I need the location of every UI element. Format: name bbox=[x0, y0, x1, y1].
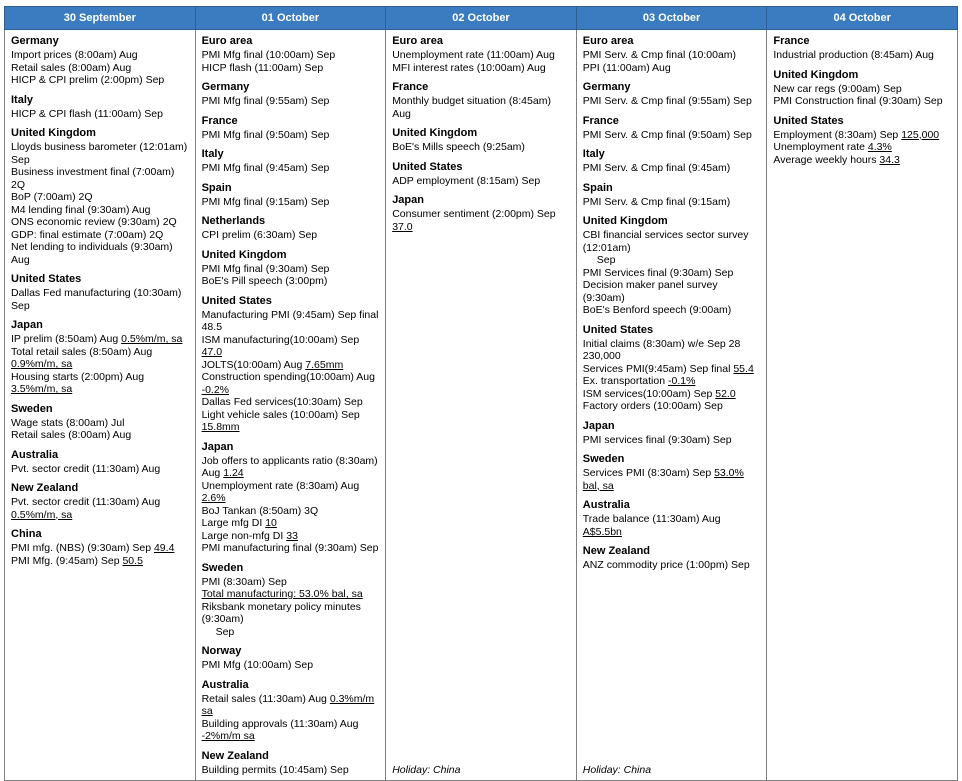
event-item bbox=[11, 166, 189, 191]
event-text: PMI Mfg (10:00am) Sep bbox=[201, 659, 314, 671]
event-item bbox=[583, 62, 761, 75]
day-column bbox=[767, 30, 958, 781]
event-item bbox=[583, 434, 761, 447]
day-column-content bbox=[583, 35, 761, 776]
event-text: ISM services(10:00am) Sep bbox=[582, 387, 716, 400]
event-item bbox=[202, 196, 380, 209]
country-heading: Japan bbox=[11, 319, 43, 331]
event-text: Decision maker panel survey (9:30am) bbox=[582, 279, 718, 304]
event-item bbox=[583, 375, 761, 388]
event-item bbox=[11, 229, 189, 242]
event-item bbox=[202, 396, 380, 409]
event-value: 10 bbox=[265, 517, 277, 529]
country-heading: United Kingdom bbox=[773, 68, 859, 81]
event-item bbox=[11, 496, 189, 521]
day-header: 04 October bbox=[767, 7, 958, 30]
event-item bbox=[202, 588, 380, 601]
event-text: Factory orders (10:00am) Sep bbox=[582, 400, 723, 412]
event-text: IP prelim (8:50am) Aug bbox=[11, 333, 122, 345]
event-item bbox=[11, 346, 189, 371]
event-item bbox=[773, 83, 951, 96]
country-heading: Sweden bbox=[201, 561, 244, 574]
country-heading: United States bbox=[582, 323, 654, 336]
event-item bbox=[202, 129, 380, 142]
event-text: Total retail sales (8:50am) Aug bbox=[11, 345, 153, 358]
event-item bbox=[11, 216, 189, 229]
event-item bbox=[202, 626, 380, 639]
event-text: CBI financial services sector survey (12:01am) bbox=[582, 229, 749, 254]
event-text: PMI Mfg final (9:30am) Sep bbox=[201, 262, 330, 275]
event-text: PMI Mfg final (10:00am) Sep bbox=[201, 49, 336, 61]
event-text: ONS economic review (9:30am) 2Q bbox=[11, 216, 177, 228]
country-heading: Japan bbox=[582, 419, 615, 432]
event-item bbox=[202, 275, 380, 288]
event-text: PMI Construction final (9:30am) Sep bbox=[773, 95, 943, 107]
event-text: Pvt. sector credit (11:30am) Aug bbox=[11, 462, 161, 475]
event-value: -0.1% bbox=[668, 375, 696, 387]
event-item bbox=[11, 49, 189, 62]
event-item bbox=[202, 334, 380, 359]
day-column bbox=[195, 30, 386, 781]
event-text: PMI Serv. & Cmp final (9:45am) bbox=[582, 162, 731, 174]
event-value: 47.0 bbox=[201, 346, 223, 358]
calendar-header-row bbox=[5, 7, 958, 30]
day-column-content bbox=[773, 35, 951, 776]
event-text: Sep bbox=[215, 625, 235, 638]
event-item bbox=[11, 429, 189, 442]
country-heading: Italy bbox=[582, 148, 605, 160]
event-text: Services PMI (8:30am) Sep bbox=[582, 467, 715, 479]
event-item bbox=[583, 388, 761, 401]
event-text: Ex. transportation bbox=[582, 375, 668, 387]
event-item bbox=[202, 49, 380, 62]
country-heading: France bbox=[392, 81, 429, 93]
event-item bbox=[11, 333, 189, 346]
event-text: HICP & CPI prelim (2:00pm) Sep bbox=[11, 74, 165, 86]
country-heading: United Kingdom bbox=[11, 127, 96, 139]
event-item bbox=[202, 517, 380, 530]
country-heading: Norway bbox=[201, 645, 242, 657]
event-text: Unemployment rate (11:00am) Aug bbox=[392, 49, 555, 61]
country-heading: New Zealand bbox=[201, 749, 269, 762]
event-item bbox=[583, 229, 761, 254]
event-text: Average weekly hours bbox=[773, 153, 880, 166]
event-item bbox=[773, 95, 951, 108]
country-heading: China bbox=[11, 528, 42, 540]
country-heading: New Zealand bbox=[582, 545, 651, 557]
event-item bbox=[392, 175, 570, 188]
event-item bbox=[11, 542, 189, 555]
country-heading: United States bbox=[11, 273, 82, 285]
event-text: CPI prelim (6:30am) Sep bbox=[201, 229, 318, 241]
event-value: 37.0 bbox=[392, 220, 413, 233]
event-text: ANZ commodity price (1:00pm) Sep bbox=[582, 559, 750, 571]
event-text: PMI Mfg final (9:45am) Sep bbox=[201, 162, 330, 174]
event-item bbox=[11, 287, 189, 312]
country-heading: Germany bbox=[582, 81, 631, 93]
day-column bbox=[386, 30, 577, 781]
event-text: PMI Serv. & Cmp final (10:00am) bbox=[582, 49, 737, 61]
event-value: 125,000 bbox=[901, 128, 940, 141]
country-heading: France bbox=[201, 114, 238, 127]
country-heading: United Kingdom bbox=[392, 127, 478, 139]
country-heading: Spain bbox=[582, 181, 613, 194]
event-value: 0.3%m/m sa bbox=[201, 692, 375, 717]
event-item bbox=[11, 204, 189, 217]
event-text: Riksbank monetary policy minutes (9:30am) bbox=[201, 600, 361, 625]
country-heading: United Kingdom bbox=[201, 248, 287, 261]
event-text: PMI Mfg final (9:15am) Sep bbox=[201, 195, 330, 208]
country-heading: Australia bbox=[201, 678, 249, 691]
event-item bbox=[773, 49, 951, 62]
event-value: 0.5%m/m, sa bbox=[121, 333, 183, 345]
event-text: New car regs (9:00am) Sep bbox=[773, 82, 902, 95]
event-value: 50.5 bbox=[122, 554, 143, 567]
country-heading: United States bbox=[201, 294, 272, 307]
event-text: Sep bbox=[596, 254, 616, 266]
event-value: 3.5%m/m, sa bbox=[11, 383, 73, 395]
event-item bbox=[392, 62, 570, 75]
event-text: BoP (7:00am) 2Q bbox=[11, 191, 93, 203]
event-item bbox=[202, 263, 380, 276]
day-header: 03 October bbox=[576, 7, 767, 30]
event-text: Industrial production (8:45am) Aug bbox=[773, 49, 934, 61]
country-heading: Sweden bbox=[582, 453, 625, 465]
event-item bbox=[11, 555, 189, 568]
event-text: BoE's Pill speech (3:00pm) bbox=[201, 275, 328, 287]
event-item bbox=[11, 371, 189, 396]
event-text: Import prices (8:00am) Aug bbox=[11, 49, 138, 61]
event-value: -2%m/m sa bbox=[201, 730, 255, 742]
event-value: 53.0% bal, sa bbox=[582, 467, 744, 492]
event-item bbox=[583, 513, 761, 538]
country-heading: Australia bbox=[582, 499, 630, 511]
day-header: 02 October bbox=[386, 7, 577, 30]
event-item bbox=[392, 141, 570, 154]
event-item bbox=[583, 254, 761, 267]
country-heading: Netherlands bbox=[201, 215, 266, 227]
event-value: Total manufacturing: 53.0% bal, sa bbox=[201, 588, 363, 600]
event-item bbox=[773, 141, 951, 154]
event-text: ISM manufacturing(10:00am) Sep bbox=[201, 333, 360, 346]
event-item bbox=[583, 49, 761, 62]
event-value: 0.9%m/m, sa bbox=[11, 358, 73, 370]
event-value: 33 bbox=[286, 529, 298, 542]
country-heading: Germany bbox=[201, 81, 250, 93]
country-heading: Italy bbox=[201, 148, 224, 160]
event-text: JOLTS(10:00am) Aug bbox=[201, 358, 306, 371]
event-item bbox=[202, 530, 380, 543]
event-text: ADP employment (8:15am) Sep bbox=[392, 174, 541, 187]
event-text: Consumer sentiment (2:00pm) Sep bbox=[392, 208, 556, 220]
event-item bbox=[392, 208, 570, 233]
country-heading: France bbox=[582, 114, 619, 127]
event-item bbox=[202, 309, 380, 334]
event-value: 55.4 bbox=[733, 362, 754, 375]
event-item bbox=[202, 229, 380, 242]
event-text: PMI services final (9:30am) Sep bbox=[582, 433, 732, 446]
event-item bbox=[583, 196, 761, 209]
event-text: Wage stats (8:00am) Jul bbox=[11, 416, 125, 429]
event-item bbox=[202, 455, 380, 480]
event-text: PMI Mfg final (9:50am) Sep bbox=[201, 128, 330, 141]
event-value: 34.3 bbox=[879, 153, 900, 166]
event-text: PMI (8:30am) Sep bbox=[201, 575, 287, 588]
event-text: PMI Serv. & Cmp final (9:55am) Sep bbox=[582, 95, 752, 107]
event-text: PMI mfg. (NBS) (9:30am) Sep bbox=[11, 542, 154, 554]
event-item bbox=[202, 359, 380, 372]
event-text: Large non-mfg DI bbox=[201, 529, 287, 542]
event-value: 0.5%m/m, sa bbox=[11, 508, 73, 521]
event-item bbox=[583, 95, 761, 108]
event-text: Monthly budget situation (8:45am) Aug bbox=[392, 95, 551, 120]
event-item bbox=[773, 129, 951, 142]
event-item bbox=[583, 400, 761, 413]
event-text: BoJ Tankan (8:50am) 3Q bbox=[201, 504, 319, 517]
event-text: PMI Services final (9:30am) Sep bbox=[582, 266, 734, 279]
event-item bbox=[583, 304, 761, 317]
event-text: HICP flash (11:00am) Sep bbox=[201, 61, 324, 74]
calendar-table bbox=[4, 6, 958, 781]
event-text: Net lending to individuals (9:30am) Aug bbox=[11, 241, 173, 266]
event-item bbox=[202, 371, 380, 396]
event-item bbox=[583, 267, 761, 280]
country-heading: Australia bbox=[11, 448, 59, 461]
country-heading: Spain bbox=[201, 181, 232, 194]
event-item bbox=[773, 154, 951, 167]
event-value: 1.24 bbox=[223, 467, 244, 479]
event-text: PPI (11:00am) Aug bbox=[582, 61, 671, 74]
event-text: Trade balance (11:30am) Aug bbox=[582, 513, 721, 525]
day-header: 01 October bbox=[195, 7, 386, 30]
event-text: Employment (8:30am) Sep bbox=[773, 128, 902, 141]
country-heading: Euro area bbox=[392, 35, 443, 47]
event-item bbox=[202, 764, 380, 777]
event-item bbox=[202, 659, 380, 672]
event-text: Services PMI(9:45am) Sep final bbox=[582, 362, 734, 375]
country-heading: United Kingdom bbox=[582, 215, 668, 227]
event-item bbox=[11, 463, 189, 476]
event-text: PMI Mfg. (9:45am) Sep bbox=[11, 554, 123, 567]
event-text: Construction spending(10:00am) Aug bbox=[201, 371, 375, 383]
event-item bbox=[583, 338, 761, 363]
event-item bbox=[583, 279, 761, 304]
event-item bbox=[202, 95, 380, 108]
event-text: Dallas Fed services(10:30am) Sep bbox=[201, 396, 363, 408]
event-text: Manufacturing PMI (9:45am) Sep final 48.5 bbox=[201, 308, 379, 333]
event-item bbox=[202, 162, 380, 175]
event-item bbox=[11, 108, 189, 121]
event-item bbox=[202, 505, 380, 518]
event-item bbox=[11, 191, 189, 204]
event-value: 49.4 bbox=[153, 542, 175, 554]
holiday-note: Holiday: China bbox=[392, 764, 461, 776]
day-header: 30 September bbox=[5, 7, 196, 30]
event-text: Retail sales (11:30am) Aug bbox=[201, 692, 330, 705]
event-text: Retail sales (8:00am) Aug bbox=[11, 61, 132, 74]
event-value: 15.8mm bbox=[201, 421, 240, 433]
event-item bbox=[583, 467, 761, 492]
day-column-content bbox=[11, 35, 189, 776]
event-text: PMI Serv. & Cmp final (9:15am) bbox=[582, 195, 731, 208]
day-column-content bbox=[392, 35, 570, 776]
event-item bbox=[202, 718, 380, 743]
event-item bbox=[202, 576, 380, 589]
event-item bbox=[392, 95, 570, 120]
event-item bbox=[202, 62, 380, 75]
country-heading: Japan bbox=[392, 194, 424, 206]
country-heading: Germany bbox=[11, 35, 59, 47]
event-item bbox=[202, 409, 380, 434]
event-text: Pvt. sector credit (11:30am) Aug bbox=[11, 496, 161, 508]
event-text: Initial claims (8:30am) w/e Sep 28 230,000 bbox=[582, 337, 741, 362]
event-text: Unemployment rate (8:30am) Aug bbox=[201, 479, 360, 492]
event-item bbox=[11, 241, 189, 266]
country-heading: United States bbox=[392, 160, 463, 173]
event-text: BoE's Mills speech (9:25am) bbox=[392, 141, 525, 153]
event-item bbox=[11, 417, 189, 430]
event-item bbox=[583, 162, 761, 175]
event-text: GDP: final estimate (7:00am) 2Q bbox=[11, 228, 164, 241]
event-text: PMI Mfg final (9:55am) Sep bbox=[201, 95, 330, 107]
country-heading: Italy bbox=[11, 93, 34, 106]
event-item bbox=[583, 363, 761, 376]
event-text: Large mfg DI bbox=[201, 517, 266, 529]
event-item bbox=[202, 542, 380, 555]
event-text: Building permits (10:45am) Sep bbox=[201, 763, 349, 776]
event-item bbox=[11, 74, 189, 87]
event-value: 52.0 bbox=[715, 387, 736, 400]
event-text: HICP & CPI flash (11:00am) Sep bbox=[11, 107, 163, 120]
event-text: Business investment final (7:00am) 2Q bbox=[11, 166, 175, 191]
calendar-body bbox=[5, 30, 958, 781]
day-column bbox=[576, 30, 767, 781]
event-text: Light vehicle sales (10:00am) Sep bbox=[201, 408, 360, 421]
event-text: Housing starts (2:00pm) Aug bbox=[11, 370, 145, 383]
event-item bbox=[583, 559, 761, 572]
event-text: BoE's Benford speech (9:00am) bbox=[582, 304, 732, 316]
event-text: PMI manufacturing final (9:30am) Sep bbox=[201, 542, 379, 554]
event-value: -0.2% bbox=[201, 383, 230, 396]
event-text: PMI Serv. & Cmp final (9:50am) Sep bbox=[582, 128, 752, 141]
country-heading: New Zealand bbox=[11, 482, 79, 494]
country-heading: United States bbox=[773, 114, 844, 127]
day-column bbox=[5, 30, 196, 781]
event-value: A$5.5bn bbox=[582, 525, 622, 538]
event-text: Dallas Fed manufacturing (10:30am) Sep bbox=[11, 287, 182, 312]
day-column-content bbox=[202, 35, 380, 776]
event-text: Unemployment rate bbox=[773, 141, 868, 153]
event-text: MFI interest rates (10:00am) Aug bbox=[392, 61, 546, 74]
event-text: Job offers to applicants ratio (8:30am) Aug bbox=[201, 454, 378, 479]
event-value: 4.3% bbox=[867, 141, 892, 153]
country-heading: Sweden bbox=[11, 402, 53, 415]
country-heading: France bbox=[773, 35, 810, 47]
country-heading: Japan bbox=[201, 440, 234, 453]
event-value: 7.65mm bbox=[305, 358, 344, 371]
holiday-note: Holiday: China bbox=[582, 764, 652, 776]
event-item bbox=[11, 62, 189, 75]
event-text: Building approvals (11:30am) Aug bbox=[201, 717, 359, 730]
country-heading: Euro area bbox=[582, 35, 634, 47]
event-item bbox=[392, 49, 570, 62]
event-item bbox=[202, 601, 380, 626]
event-item bbox=[202, 693, 380, 718]
event-item bbox=[583, 129, 761, 142]
event-item bbox=[11, 141, 189, 166]
country-heading: Euro area bbox=[201, 35, 253, 47]
event-text: Retail sales (8:00am) Aug bbox=[11, 429, 132, 441]
event-text: M4 lending final (9:30am) Aug bbox=[11, 203, 151, 216]
event-text: Lloyds business barometer (12:01am) Sep bbox=[11, 141, 188, 166]
event-value: 2.6% bbox=[201, 492, 226, 504]
event-item bbox=[202, 480, 380, 505]
